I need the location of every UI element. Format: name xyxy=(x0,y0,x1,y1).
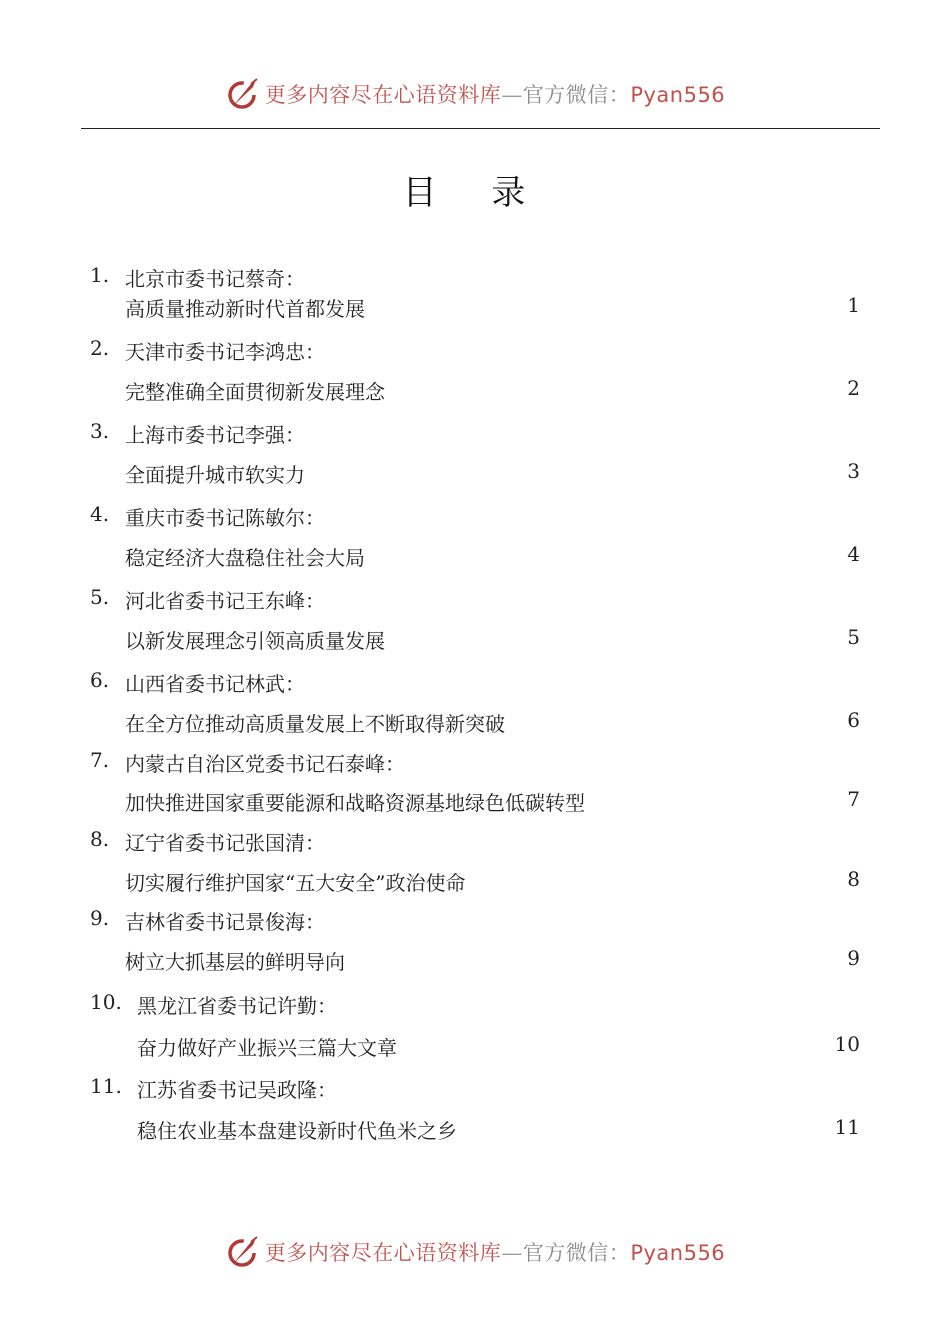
toc-entry-page: 1 xyxy=(847,293,860,317)
toc-entry-page: 8 xyxy=(847,867,860,891)
toc-entry-topic[interactable]: 在全方位推动高质量发展上不断取得新突破 xyxy=(125,712,505,736)
toc-entry-speaker[interactable]: 上海市委书记李强： xyxy=(125,423,305,447)
toc-entry-topic[interactable]: 完整准确全面贯彻新发展理念 xyxy=(125,380,385,404)
toc-entry-number: 6. xyxy=(90,668,110,692)
toc-entry-page: 3 xyxy=(847,459,860,483)
toc-entry-page: 10 xyxy=(834,1032,860,1056)
banner-text: 更多内容尽在心语资料库—官方微信：Pyan556 xyxy=(264,1241,726,1265)
toc-entry-number: 1. xyxy=(90,263,110,287)
toc-entry-page: 7 xyxy=(847,787,860,811)
toc-entry-topic[interactable]: 奋力做好产业振兴三篇大文章 xyxy=(137,1036,397,1060)
toc-entry-page: 2 xyxy=(847,376,860,400)
toc-entry-number: 10. xyxy=(90,990,122,1014)
toc-entry-number: 4. xyxy=(90,502,110,526)
toc-entry-topic[interactable]: 切实履行维护国家“五大安全”政治使命 xyxy=(125,871,466,895)
toc-entry-speaker[interactable]: 北京市委书记蔡奇： xyxy=(125,267,305,291)
quill-logo-icon xyxy=(225,1234,261,1270)
toc-entry-topic[interactable]: 加快推进国家重要能源和战略资源基地绿色低碳转型 xyxy=(125,791,585,815)
toc-entry-speaker[interactable]: 辽宁省委书记张国清： xyxy=(125,831,325,855)
banner-text: 更多内容尽在心语资料库—官方微信：Pyan556 xyxy=(264,83,726,107)
toc-entry-topic[interactable]: 树立大抓基层的鲜明导向 xyxy=(125,950,345,974)
toc-entry-page: 11 xyxy=(834,1115,860,1139)
toc-entry-speaker[interactable]: 山西省委书记林武： xyxy=(125,672,305,696)
toc-entry-speaker[interactable]: 吉林省委书记景俊海： xyxy=(125,910,325,934)
toc-entry-speaker[interactable]: 黑龙江省委书记许勤： xyxy=(137,994,337,1018)
toc-entry-topic[interactable]: 稳定经济大盘稳住社会大局 xyxy=(125,546,365,570)
toc-entry-number: 5. xyxy=(90,585,110,609)
toc-entry-page: 5 xyxy=(847,625,860,649)
toc-entry-topic[interactable]: 以新发展理念引领高质量发展 xyxy=(125,629,385,653)
header-banner xyxy=(0,74,950,114)
toc-entry-speaker[interactable]: 重庆市委书记陈敏尔： xyxy=(125,506,325,530)
header-divider xyxy=(81,128,880,129)
page-title: 目 录 xyxy=(402,173,548,213)
toc-entry-page: 6 xyxy=(847,708,860,732)
toc-entry-speaker[interactable]: 天津市委书记李鸿忠： xyxy=(125,340,325,364)
toc-entry-page: 9 xyxy=(847,946,860,970)
toc-entry-number: 11. xyxy=(90,1074,122,1098)
toc-entry-page: 4 xyxy=(847,542,860,566)
toc-entry-topic[interactable]: 稳住农业基本盘建设新时代鱼米之乡 xyxy=(137,1119,457,1143)
toc-entry-speaker[interactable]: 河北省委书记王东峰： xyxy=(125,589,325,613)
footer-banner xyxy=(0,1232,950,1272)
toc-entry-topic[interactable]: 高质量推动新时代首都发展 xyxy=(125,297,365,321)
toc-entry-number: 7. xyxy=(90,748,110,772)
toc-entry-number: 3. xyxy=(90,419,110,443)
toc-entry-topic[interactable]: 全面提升城市软实力 xyxy=(125,463,305,487)
toc-entry-number: 8. xyxy=(90,827,110,851)
toc-entry-speaker[interactable]: 江苏省委书记吴政隆： xyxy=(137,1078,337,1102)
toc-entry-number: 2. xyxy=(90,336,110,360)
quill-logo-icon xyxy=(225,76,261,112)
toc-entry-speaker[interactable]: 内蒙古自治区党委书记石泰峰： xyxy=(125,752,405,776)
toc-entry-number: 9. xyxy=(90,906,110,930)
